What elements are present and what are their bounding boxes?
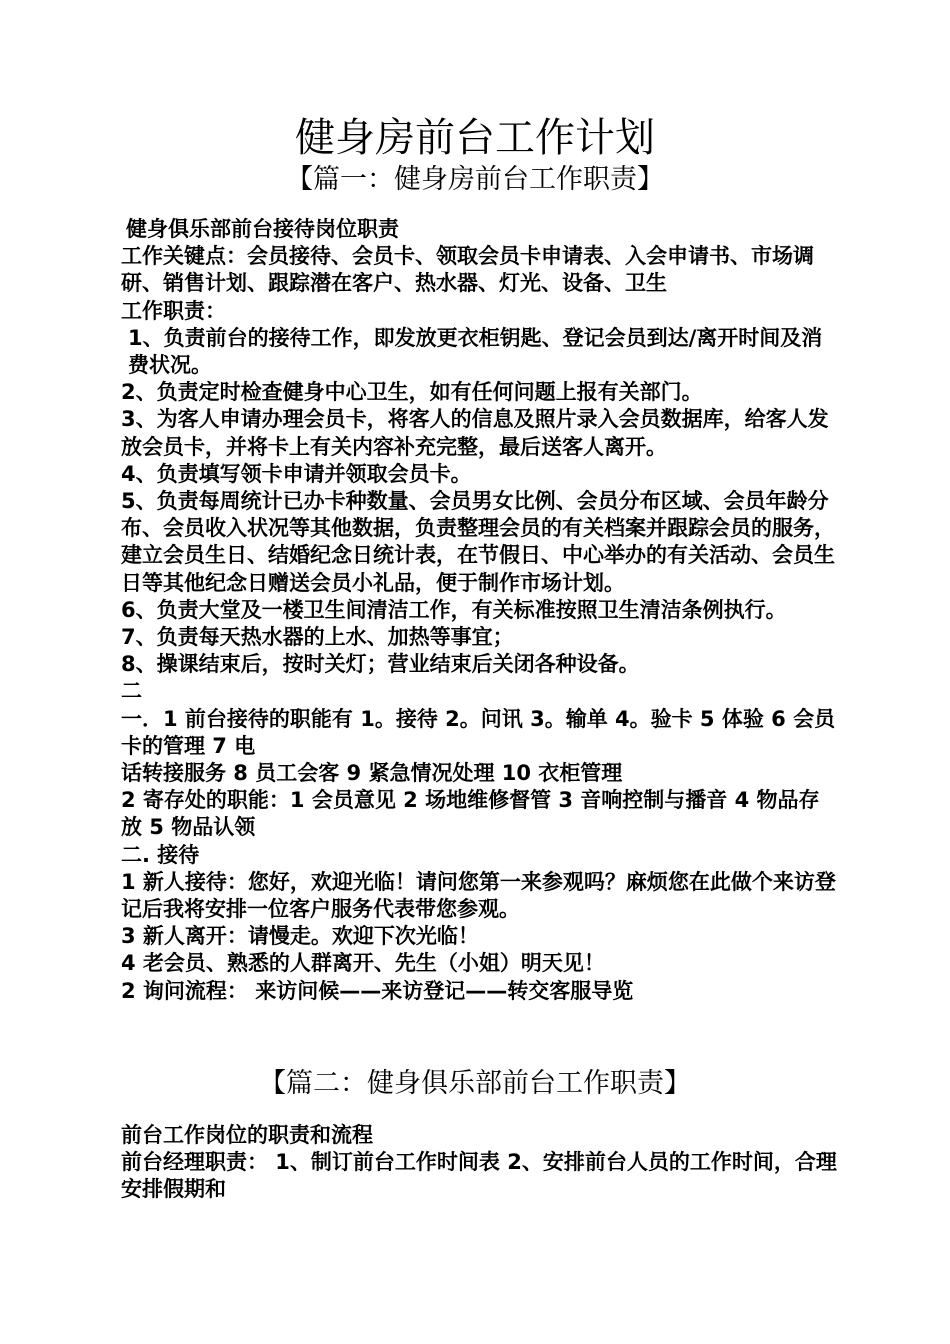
section-heading-2: 【篇二：健身俱乐部前台工作职责】	[259, 1068, 691, 1099]
paragraph: 二	[121, 679, 142, 704]
paragraph: 1、负责前台的接待工作，即发放更衣柜钥匙、登记会员到达/离开时间及消费状况。	[128, 325, 823, 378]
paragraph: 健身俱乐部前台接待岗位职责	[126, 217, 399, 241]
document-title: 健身房前台工作计划	[295, 115, 655, 161]
paragraph: 前台经理职责： 1、制订前台工作时间表 2、安排前台人员的工作时间，合理安排假期和	[121, 1150, 837, 1202]
paragraph: 8、操课结束后，按时关灯；营业结束后关闭各种设备。	[121, 652, 640, 677]
paragraph: 一．1 前台接待的职能有 1。接待 2。问讯 3。输单 4。验卡 5 体验 6 会员卡的管理 7 电	[121, 706, 836, 758]
paragraph: 工作职责：	[121, 298, 226, 323]
section-2-body	[116, 1122, 838, 1204]
paragraph: 2 寄存处的职能：1 会员意见 2 场地维修督管 3 音响控制与播音 4 物品存放 5 物品认领	[121, 788, 820, 840]
paragraph: 二. 接待	[121, 842, 200, 867]
section-1-body	[116, 216, 838, 1005]
paragraph: 2 询问流程： 来访问候——来访登记——转交客服导览	[121, 978, 634, 1003]
paragraph: 工作关键点：会员接待、会员卡、领取会员卡申请表、入会申请书、市场调研、销售计划、跟踪潜在客户、热水器、灯光、设备、卫生	[121, 244, 814, 296]
paragraph: 3、为客人申请办理会员卡，将客人的信息及照片录入会员数据库，给客人发放会员卡，并将卡上有关内容补充完整，最后送客人离开。	[121, 407, 829, 459]
paragraph: 5、负责每周统计已办卡种数量、会员男女比例、会员分布区域、会员年龄分布、会员收入状况等其他数据，负责整理会员的有关档案并跟踪会员的服务，建立会员生日、结婚纪念日统计表，在节假日、中心举办的有关活动、会员生日等其他纪念日赠送会员小礼品，便于制作市场计划。	[121, 489, 835, 595]
paragraph: 话转接服务 8 员工会客 9 紧急情况处理 10 衣柜管理	[121, 761, 623, 786]
paragraph: 3 新人离开：请慢走。欢迎下次光临！	[121, 924, 479, 949]
section-heading-1: 【篇一：健身房前台工作职责】	[286, 164, 664, 195]
paragraph: 1 新人接待：您好，欢迎光临！请问您第一来参观吗？麻烦您在此做个来访登记后我将安排一位客户服务代表带您参观。	[121, 869, 836, 922]
paragraph: 2、负责定时检查健身中心卫生，如有任何问题上报有关部门。	[121, 380, 703, 405]
paragraph: 前台工作岗位的职责和流程	[121, 1123, 373, 1147]
paragraph: 6、负责大堂及一楼卫生间清洁工作，有关标准按照卫生清洁条例执行。	[121, 597, 787, 622]
paragraph: 4 老会员、熟悉的人群离开、先生（小姐）明天见！	[121, 951, 605, 976]
paragraph: 7、负责每天热水器的上水、加热等事宜；	[121, 625, 514, 650]
paragraph: 4、负责填写领卡申请并领取会员卡。	[121, 461, 472, 486]
